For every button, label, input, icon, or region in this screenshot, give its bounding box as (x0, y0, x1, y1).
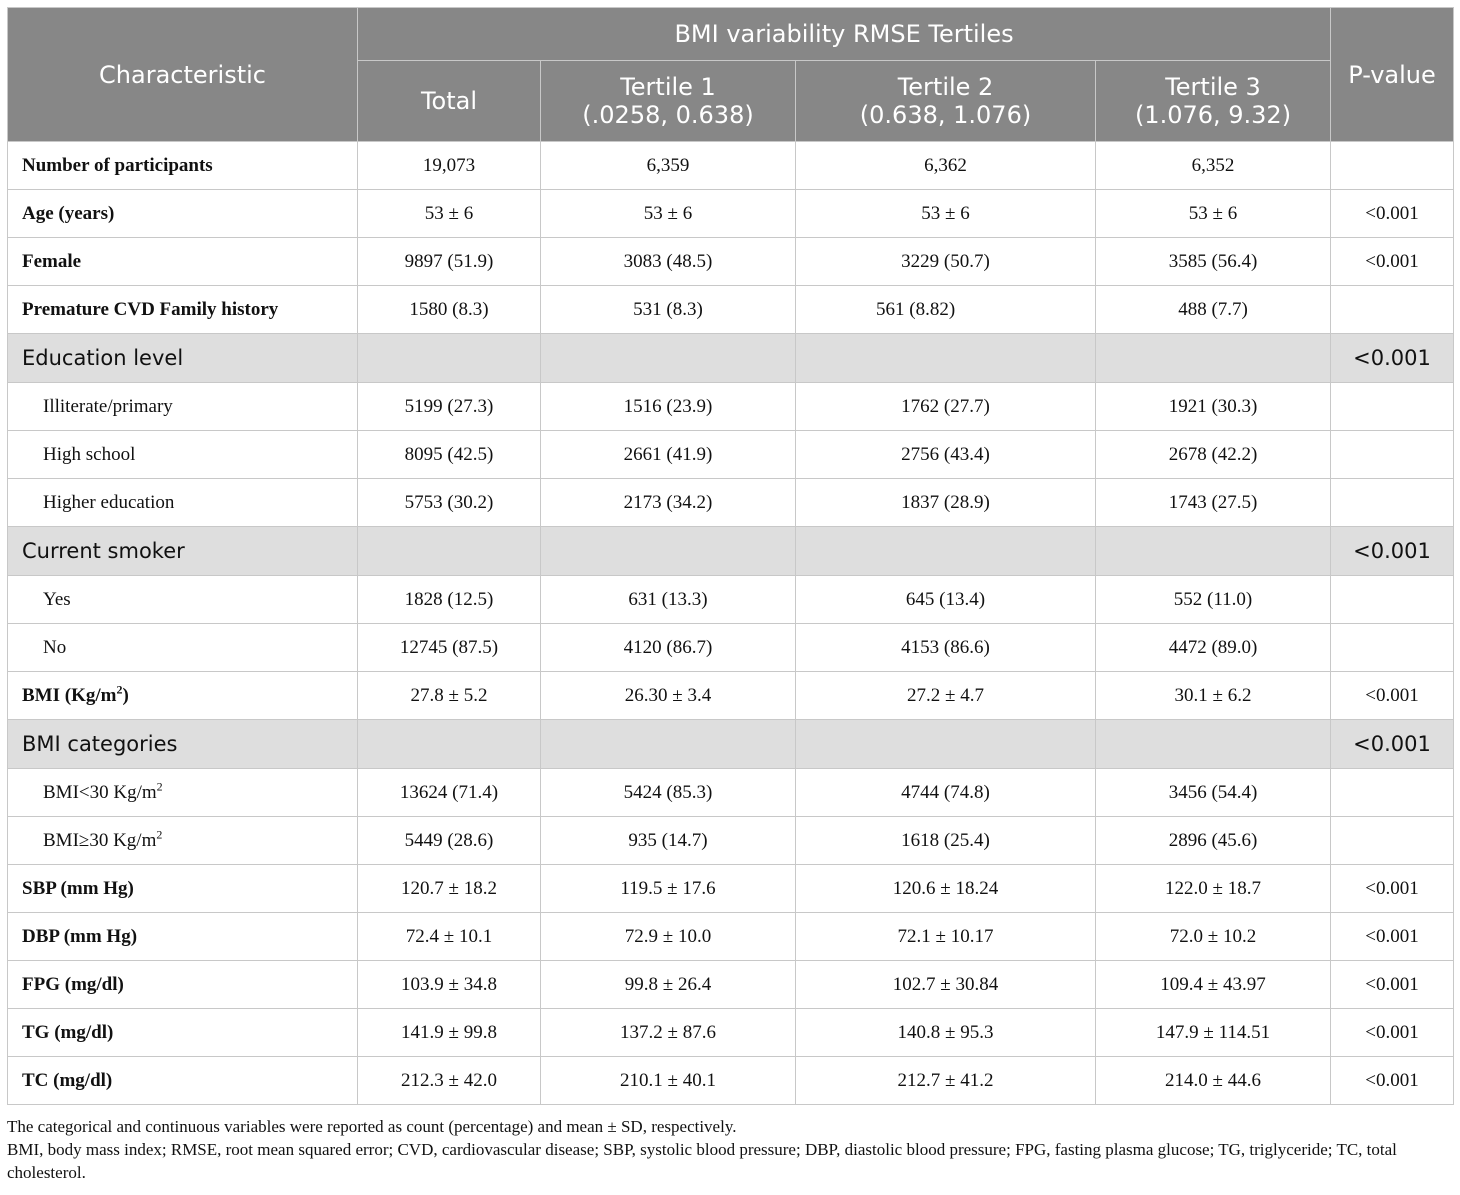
characteristics-table (7, 7, 1454, 1105)
cell-pvalue: <0.001 (1331, 913, 1454, 961)
cell-empty (1096, 527, 1331, 576)
cell-total: 12745 (87.5) (358, 624, 541, 672)
cell-pvalue (1331, 624, 1454, 672)
row-label: Number of participants (8, 142, 358, 190)
cell-tertile-1: 5424 (85.3) (541, 769, 796, 817)
cell-tertile-2: 1618 (25.4) (796, 817, 1096, 865)
cell-tertile-2: 27.2 ± 4.7 (796, 672, 1096, 720)
section-label: Education level (8, 334, 358, 383)
row-label (8, 769, 358, 817)
header-total: Total (358, 61, 541, 142)
cell-tertile-1: 6,359 (541, 142, 796, 190)
cell-total: 9897 (51.9) (358, 238, 541, 286)
cell-total: 103.9 ± 34.8 (358, 961, 541, 1009)
cell-pvalue: <0.001 (1331, 865, 1454, 913)
cell-tertile-2: 1762 (27.7) (796, 383, 1096, 431)
table-row (8, 672, 1454, 720)
cell-total: 13624 (71.4) (358, 769, 541, 817)
table-row (8, 913, 1454, 961)
cell-empty (1096, 720, 1331, 769)
row-label-sup: 2 (116, 682, 123, 697)
table-footnotes (7, 1105, 1453, 1184)
table-body (8, 142, 1454, 1105)
cell-pvalue: <0.001 (1331, 1009, 1454, 1057)
cell-total: 5753 (30.2) (358, 479, 541, 527)
cell-tertile-3: 1921 (30.3) (1096, 383, 1331, 431)
row-label: Illiterate/primary (8, 383, 358, 431)
cell-tertile-3: 3585 (56.4) (1096, 238, 1331, 286)
row-label: High school (8, 431, 358, 479)
cell-tertile-3: 2896 (45.6) (1096, 817, 1331, 865)
cell-tertile-2: 1837 (28.9) (796, 479, 1096, 527)
cell-tertile-2: 4744 (74.8) (796, 769, 1096, 817)
table-row (8, 1057, 1454, 1105)
cell-total: 5449 (28.6) (358, 817, 541, 865)
header-tertile-1-label: Tertile 1 (620, 73, 716, 101)
footnote-line-2: BMI, body mass index; RMSE, root mean squared error; CVD, cardiovascular disease; SBP, systolic blood pressure; DBP, diastolic blood pressure; FPG, fasting plasma glucose; TG, triglyceride; TC, total cholesterol. (7, 1140, 1397, 1182)
cell-pvalue (1331, 286, 1454, 334)
row-label: Female (8, 238, 358, 286)
cell-empty (796, 720, 1096, 769)
section-label: BMI categories (8, 720, 358, 769)
header-tertile-2 (796, 61, 1096, 142)
cell-empty (541, 720, 796, 769)
header-characteristic: Characteristic (8, 8, 358, 142)
row-label: FPG (mg/dl) (8, 961, 358, 1009)
section-row-current-smoker (8, 527, 1454, 576)
header-pvalue: P-value (1331, 8, 1454, 142)
cell-tertile-2: 72.1 ± 10.17 (796, 913, 1096, 961)
cell-tertile-3: 147.9 ± 114.51 (1096, 1009, 1331, 1057)
cell-tertile-1: 531 (8.3) (541, 286, 796, 334)
row-label: Higher education (8, 479, 358, 527)
cell-total: 53 ± 6 (358, 190, 541, 238)
table-row (8, 238, 1454, 286)
cell-pvalue: <0.001 (1331, 720, 1454, 769)
cell-total: 72.4 ± 10.1 (358, 913, 541, 961)
row-label: DBP (mm Hg) (8, 913, 358, 961)
header-tertile-1 (541, 61, 796, 142)
cell-tertile-1: 119.5 ± 17.6 (541, 865, 796, 913)
header-tertile-2-label: Tertile 2 (897, 73, 994, 101)
table-row (8, 624, 1454, 672)
cell-pvalue: <0.001 (1331, 238, 1454, 286)
cell-total: 1828 (12.5) (358, 576, 541, 624)
section-row-bmi-categories (8, 720, 1454, 769)
cell-total: 120.7 ± 18.2 (358, 865, 541, 913)
cell-tertile-2: 120.6 ± 18.24 (796, 865, 1096, 913)
table-header (8, 8, 1454, 142)
section-label: Current smoker (8, 527, 358, 576)
cell-tertile-2: 4153 (86.6) (796, 624, 1096, 672)
cell-empty (358, 720, 541, 769)
cell-empty (358, 527, 541, 576)
table-row (8, 142, 1454, 190)
cell-tertile-3: 30.1 ± 6.2 (1096, 672, 1331, 720)
cell-total: 5199 (27.3) (358, 383, 541, 431)
cell-tertile-2: 6,362 (796, 142, 1096, 190)
cell-total: 27.8 ± 5.2 (358, 672, 541, 720)
cell-pvalue: <0.001 (1331, 334, 1454, 383)
cell-pvalue: <0.001 (1331, 527, 1454, 576)
header-tertile-2-range: (0.638, 1.076) (859, 101, 1032, 129)
row-label: TG (mg/dl) (8, 1009, 358, 1057)
cell-tertile-3: 122.0 ± 18.7 (1096, 865, 1331, 913)
row-label-text: BMI<30 Kg/m (43, 781, 157, 803)
cell-tertile-3: 3456 (54.4) (1096, 769, 1331, 817)
table-row (8, 479, 1454, 527)
cell-empty (1096, 334, 1331, 383)
row-label: TC (mg/dl) (8, 1057, 358, 1105)
cell-empty (541, 527, 796, 576)
table-row (8, 383, 1454, 431)
table-row (8, 961, 1454, 1009)
cell-tertile-1: 2661 (41.9) (541, 431, 796, 479)
row-label: No (8, 624, 358, 672)
cell-tertile-1: 137.2 ± 87.6 (541, 1009, 796, 1057)
cell-tertile-1: 72.9 ± 10.0 (541, 913, 796, 961)
cell-total: 19,073 (358, 142, 541, 190)
cell-total: 1580 (8.3) (358, 286, 541, 334)
row-label-text: BMI≥30 Kg/m (43, 829, 157, 851)
cell-empty (796, 527, 1096, 576)
section-row-education-level (8, 334, 1454, 383)
footnote-line-1: The categorical and continuous variables were reported as count (percentage) and mean ± SD, respectively. (7, 1117, 737, 1136)
row-label-sup: 2 (156, 827, 163, 842)
header-group-title: BMI variability RMSE Tertiles (358, 8, 1331, 61)
table-row (8, 286, 1454, 334)
cell-pvalue (1331, 431, 1454, 479)
cell-tertile-2: 102.7 ± 30.84 (796, 961, 1096, 1009)
cell-tertile-1: 26.30 ± 3.4 (541, 672, 796, 720)
cell-tertile-2: 53 ± 6 (796, 190, 1096, 238)
cell-pvalue (1331, 142, 1454, 190)
table-row (8, 817, 1454, 865)
cell-pvalue: <0.001 (1331, 672, 1454, 720)
row-label: SBP (mm Hg) (8, 865, 358, 913)
header-tertile-3-range: (1.076, 9.32) (1134, 101, 1292, 129)
cell-empty (541, 334, 796, 383)
cell-tertile-1: 2173 (34.2) (541, 479, 796, 527)
row-label (8, 672, 358, 720)
cell-pvalue (1331, 817, 1454, 865)
cell-tertile-2: 2756 (43.4) (796, 431, 1096, 479)
cell-tertile-3: 53 ± 6 (1096, 190, 1331, 238)
cell-tertile-1: 210.1 ± 40.1 (541, 1057, 796, 1105)
header-tertile-1-range: (.0258, 0.638) (582, 101, 754, 129)
cell-tertile-3: 72.0 ± 10.2 (1096, 913, 1331, 961)
header-tertile-3 (1096, 61, 1331, 142)
cell-total: 212.3 ± 42.0 (358, 1057, 541, 1105)
cell-empty (796, 334, 1096, 383)
row-label: Yes (8, 576, 358, 624)
table-row (8, 190, 1454, 238)
document (7, 7, 1453, 1184)
row-label-after: ) (122, 684, 129, 706)
cell-tertile-1: 99.8 ± 26.4 (541, 961, 796, 1009)
cell-tertile-3: 488 (7.7) (1096, 286, 1331, 334)
cell-pvalue: <0.001 (1331, 190, 1454, 238)
cell-pvalue (1331, 383, 1454, 431)
cell-tertile-3: 4472 (89.0) (1096, 624, 1331, 672)
row-label: Age (years) (8, 190, 358, 238)
cell-tertile-2: 140.8 ± 95.3 (796, 1009, 1096, 1057)
cell-total: 141.9 ± 99.8 (358, 1009, 541, 1057)
cell-pvalue (1331, 576, 1454, 624)
cell-tertile-3: 6,352 (1096, 142, 1331, 190)
cell-tertile-1: 3083 (48.5) (541, 238, 796, 286)
cell-pvalue: <0.001 (1331, 1057, 1454, 1105)
row-label: Premature CVD Family history (8, 286, 358, 334)
row-label-sup: 2 (156, 779, 163, 794)
header-tertile-3-label: Tertile 3 (1165, 73, 1261, 101)
cell-pvalue: <0.001 (1331, 961, 1454, 1009)
row-label-text: BMI (Kg/m (22, 684, 117, 706)
cell-tertile-1: 935 (14.7) (541, 817, 796, 865)
cell-tertile-3: 1743 (27.5) (1096, 479, 1331, 527)
table-row (8, 769, 1454, 817)
table-row (8, 576, 1454, 624)
cell-tertile-1: 4120 (86.7) (541, 624, 796, 672)
table-row (8, 431, 1454, 479)
cell-tertile-3: 2678 (42.2) (1096, 431, 1331, 479)
table-row (8, 865, 1454, 913)
cell-pvalue (1331, 769, 1454, 817)
cell-tertile-2: 561 (8.82) (796, 286, 1096, 334)
cell-tertile-3: 552 (11.0) (1096, 576, 1331, 624)
cell-tertile-1: 1516 (23.9) (541, 383, 796, 431)
row-label (8, 817, 358, 865)
cell-tertile-2: 212.7 ± 41.2 (796, 1057, 1096, 1105)
cell-tertile-2: 645 (13.4) (796, 576, 1096, 624)
cell-tertile-3: 109.4 ± 43.97 (1096, 961, 1331, 1009)
cell-empty (358, 334, 541, 383)
cell-tertile-3: 214.0 ± 44.6 (1096, 1057, 1331, 1105)
table-row (8, 1009, 1454, 1057)
cell-tertile-1: 631 (13.3) (541, 576, 796, 624)
cell-total: 8095 (42.5) (358, 431, 541, 479)
cell-tertile-2: 3229 (50.7) (796, 238, 1096, 286)
cell-pvalue (1331, 479, 1454, 527)
cell-tertile-1: 53 ± 6 (541, 190, 796, 238)
